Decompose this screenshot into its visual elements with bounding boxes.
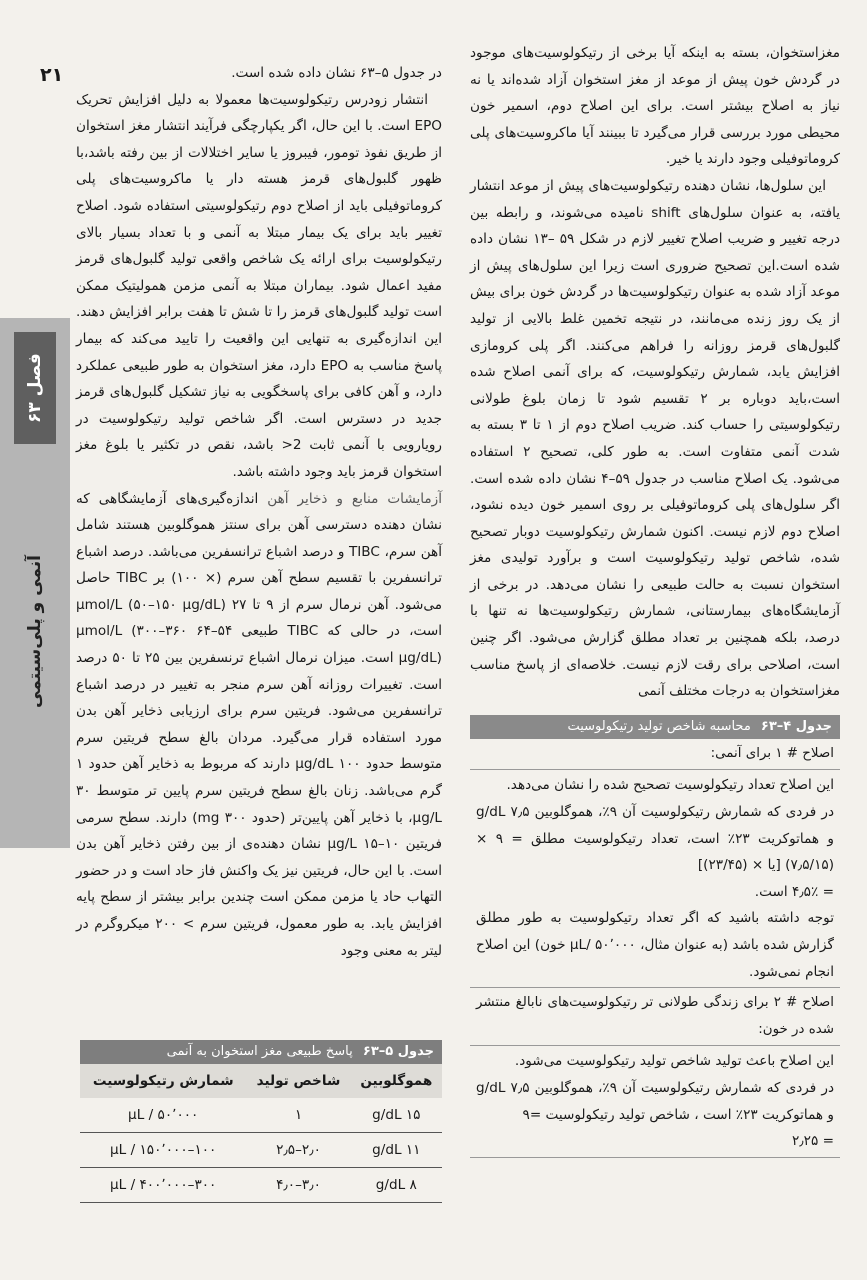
section-label: اصلاح # ۱ برای آنمی: xyxy=(710,745,834,761)
table-cell: ۳۰۰–۴۰۰٬۰۰۰ / µL xyxy=(80,1168,246,1203)
paragraph-iron-tests xyxy=(76,486,442,965)
paragraph: انتشار زودرس رتیکولوسیت‌ها معمولا به دلیل افزایش تحریک EPO است. با این حال، اگر یکپارچگی فرآیند انتشار مغز استخوان از طریق نفوذ تومور، فیبروز یا سایر اختلالات از بین رفته باشد،با ظهور گلبول‌های قرمز هسته دار یا ماکروسیت‌های پلی کروماتوفیلی باید از اصلاح دوم رتیکولوسیتی استفاده شود. اصلاح تغییر باید برای یک بیمار مبتلا به آنمی و با تعداد بسیار بالای رتیکولوسیت برای ارائه یک شاخص واقعی تولید گلبول‌های قرمز مفید اعمال شود. بیماران مبتلا به آنمی مزمن همولیتیک ممکن است تولید گلبول‌های قرمز را تا شش تا هفت برابر افزایش دهند. این اندازه‌گیری به تنهایی این واقعیت را تایید می‌کند که بیمار پاسخ مناسب به EPO دارد، مغز استخوان به طور طبیعی عملکرد دارد، و آهن کافی برای پاسخگویی به نیاز تشکیل گلبول‌های قرمز جدید در دسترس است. اگر شاخص تولید رتیکولوسیت در رویارویی با آنمی ثابت ‎>2‎ باشد، نقص در تکثیر یا بلوغ مغز استخوان قرمز باید وجود داشته باشد. xyxy=(76,91,443,480)
paragraph-text: اندازه‌گیری‌های آزمایشگاهی که نشان دهنده دسترسی آهن برای سنتز هموگلوبین هستند شامل آهن سرم، TIBC و درصد اشباع ترانسفرین می‌باشد. درصد اشباع ترانسفرین با تقسیم سطح آهن سرم (× ۱۰۰) بر TIBC حاصل می‌شود. آهن نرمال سرم از ۹ تا ۲۷ µmol/L (۵۰–۱۵۰ µg/dL) است، در حالی که TIBC طبیعی ۵۴–۶۴ µmol/L (۳۰۰–۳۶۰ µg/dL) است. میزان نرمال اشباع ترنسفرین بین ۲۵ تا ۵۰ درصد است. تغییرات روزانه آهن سرم منجر به تغییر در درصد اشباع ترانسفرین می‌شود. فریتین سرم برای ارزیابی ذخایر آهن بدن مورد استفاده قرار می‌گیرد. مردان بالغ سطح فریتین سرم متوسط حدود ۱۰۰ µg/dL دارند که مربوط به ذخایر آهن حدود ۱ گرم می‌باشد. زنان بالغ سطح فریتین سرم پایین تر متوسط ۳۰ µg/L، با ذخایر آهن پایین‌تر (حدود ۳۰۰ mg) دارند. سطح سرمی فریتین ۱۰–۱۵ µg/L نشان دهنده‌ی از بین رفتن ذخایر آهن بدن است. با این حال، فریتین نیز یک واکنش فاز حاد است و در حضور التهاب حاد یا مزمن ممکن است چندین برابر بیشتر از سطح پایه افزایش یابد. به طور معمول، فریتین سرم > ۲۰۰ میکروگرم در لیتر به معنی وجود xyxy=(76,490,443,959)
table-marrow-response xyxy=(80,1040,442,1203)
chapter-topic-label: آنمی و پلی‌سیتمی xyxy=(25,555,45,709)
table-number: جدول ۴–۶۳ xyxy=(760,718,832,734)
paragraph: در جدول ۵–۶۳ نشان داده شده است. xyxy=(231,65,442,81)
table-cell: ۳٫۰–۴٫۰ xyxy=(246,1168,350,1203)
table-reticulocyte-index xyxy=(470,715,840,1158)
left-column xyxy=(76,60,442,964)
table-cell: ۱۵ g/dL xyxy=(351,1098,442,1133)
chapter-side-tab xyxy=(0,318,70,848)
table-section-correction-1-body xyxy=(470,770,840,988)
table-cell: ۱۰۰–۱۵۰٬۰۰۰ / µL xyxy=(80,1133,246,1168)
section-label: اصلاح # ۲ برای زندگی طولانی تر رتیکولوسیت‌های نابالغ منتشر شده در خون: xyxy=(476,995,834,1037)
table-cell: ۱ xyxy=(246,1098,350,1133)
column-header: شاخص تولید xyxy=(246,1064,350,1098)
section-line: توجه داشته باشید که اگر تعداد رتیکولوسیت به طور مطلق گزارش شده باشد (به عنوان مثال، ۵۰٬۰۰۰ /µL خون) این اصلاح انجام نمی‌شود. xyxy=(476,910,835,980)
paragraph: مغزاستخوان، بسته به اینکه آیا برخی از رتیکولوسیت‌های موجود در گردش خون پیش از موعد از مغز استخوان آزاد شده‌اند یا نه نیاز به اصلاح بیشتر است. برای این اصلاح دوم، اسمیر خون محیطی مورد بررسی قرار می‌گیرد تا ببینند آیا ماکروسیت‌های پلی کروماتوفیلی وجود دارند یا خیر. xyxy=(470,45,840,168)
table-title: پاسخ طبیعی مغز استخوان به آنمی xyxy=(166,1044,353,1059)
inline-heading: آزمایشات منابع و ذخایر آهن xyxy=(267,490,442,507)
data-table xyxy=(80,1064,442,1203)
table-number: جدول ۵–۶۳ xyxy=(362,1044,434,1059)
table-section-correction-2 xyxy=(470,988,840,1046)
table-header-row xyxy=(80,1064,442,1098)
table-cell: ۸ g/dL xyxy=(351,1168,442,1203)
column-header: شمارش رتیکولوسیت xyxy=(80,1064,246,1098)
paragraph: این سلول‌ها، نشان دهنده رتیکولوسیت‌های پیش از موعد انتشار یافته، به عنوان سلول‌های shift نامیده می‌شوند، و رابطه بین درجه تغییر و ضریب اصلاح تغییر لازم در شکل ۵۹ –۱۳ نشان داده شده است.این تصحیح ضروری است زیرا این سلول‌های پیش از موعد آزاد شده به عنوان رتیکولوسیت‌ها در گردش خون برای بیش از یک روز زنده می‌مانند، در نتیجه تخمین غلط بالایی از تولید گلبول‌های قرمز روزانه را فراهم می‌کنند. اگر پلی کرومازی افزایش یابد، شمارش رتیکولوسیت، که برای آنمی اصلاح شده است،باید دوباره بر ۲ تقسیم شود تا زمان بلوغ طولانی رتیکولوسیتی را حساب کند. ضریب اصلاح دوم از ۱ تا ۳ بسته به شدت آنمی متفاوت است. به طور کلی، تصحیح ۲ استفاده می‌شود. یک اصلاح مناسب در جدول ۵۹–۴ نشان داده شده است. اگر سلول‌های پلی کروماتوفیلی بر روی اسمیر خون دیده نشود، اصلاح دوم لازم نیست. اکنون شمارش رتیکولوسیت دوبار تصحیح شده، شاخص تولید رتیکولوسیت است و برآورد تولیدی مغز استخوان نسبت به حالت طبیعی را نشان می‌دهد. در برخی از آزمایشگاه‌های بیمارستانی، شمارش رتیکولوسیت‌ها نه تنها با درصد، بلکه همچنین بر تعداد مطلق گزارش می‌شود. اگر چنین است، اصلاحی برای رقت لازم نیست. خلاصه‌ای از پاسخ مناسب مغزاستخوان به درجات مختلف آنمی xyxy=(470,177,841,700)
right-column xyxy=(470,40,840,1158)
section-line: در فردی که شمارش رتیکولوسیت آن ۹٪، هموگلوبین ۷٫۵ g/dL و هماتوکریت ۲۳٪ است ، شاخص تولید رتیکولوسیت =۹ xyxy=(476,1079,835,1123)
table-title: محاسبه شاخص تولید رتیکولوسیت xyxy=(567,718,751,734)
chapter-number-label: فصل ۶۳ xyxy=(14,332,56,444)
table-title-bar xyxy=(80,1040,442,1064)
table-cell: ۱۱ g/dL xyxy=(351,1133,442,1168)
section-line: این اصلاح تعداد رتیکولوسیت تصحیح شده را نشان می‌دهد. xyxy=(506,777,834,794)
table-cell: ۵۰٬۰۰۰ / µL xyxy=(80,1098,246,1133)
table-title-bar xyxy=(470,715,840,739)
section-line: در فردی که شمارش رتیکولوسیت آن ۹٪، هموگلوبین ۷٫۵ g/dL و هماتوکریت ۲۳٪ است، تعداد رتیکولوسیت مطلق = ۹ × (۷٫۵/۱۵) [یا × (۲۳/۴۵)] xyxy=(476,804,835,874)
page-number: ۲۱ xyxy=(40,64,64,86)
section-line: = ۲٫۲۵ xyxy=(791,1133,834,1150)
table-row xyxy=(80,1168,442,1203)
table-section-correction-2-body xyxy=(470,1046,840,1156)
column-header: هموگلوبین xyxy=(351,1064,442,1098)
table-row xyxy=(80,1098,442,1133)
table-row xyxy=(80,1133,442,1168)
table-section-correction-1 xyxy=(470,739,840,771)
table-cell: ۲٫۰–۲٫۵ xyxy=(246,1133,350,1168)
section-line: = ۴٫۵٪ است. xyxy=(754,883,834,900)
section-line: این اصلاح باعث تولید شاخص تولید رتیکولوسیت می‌شود. xyxy=(514,1053,834,1070)
